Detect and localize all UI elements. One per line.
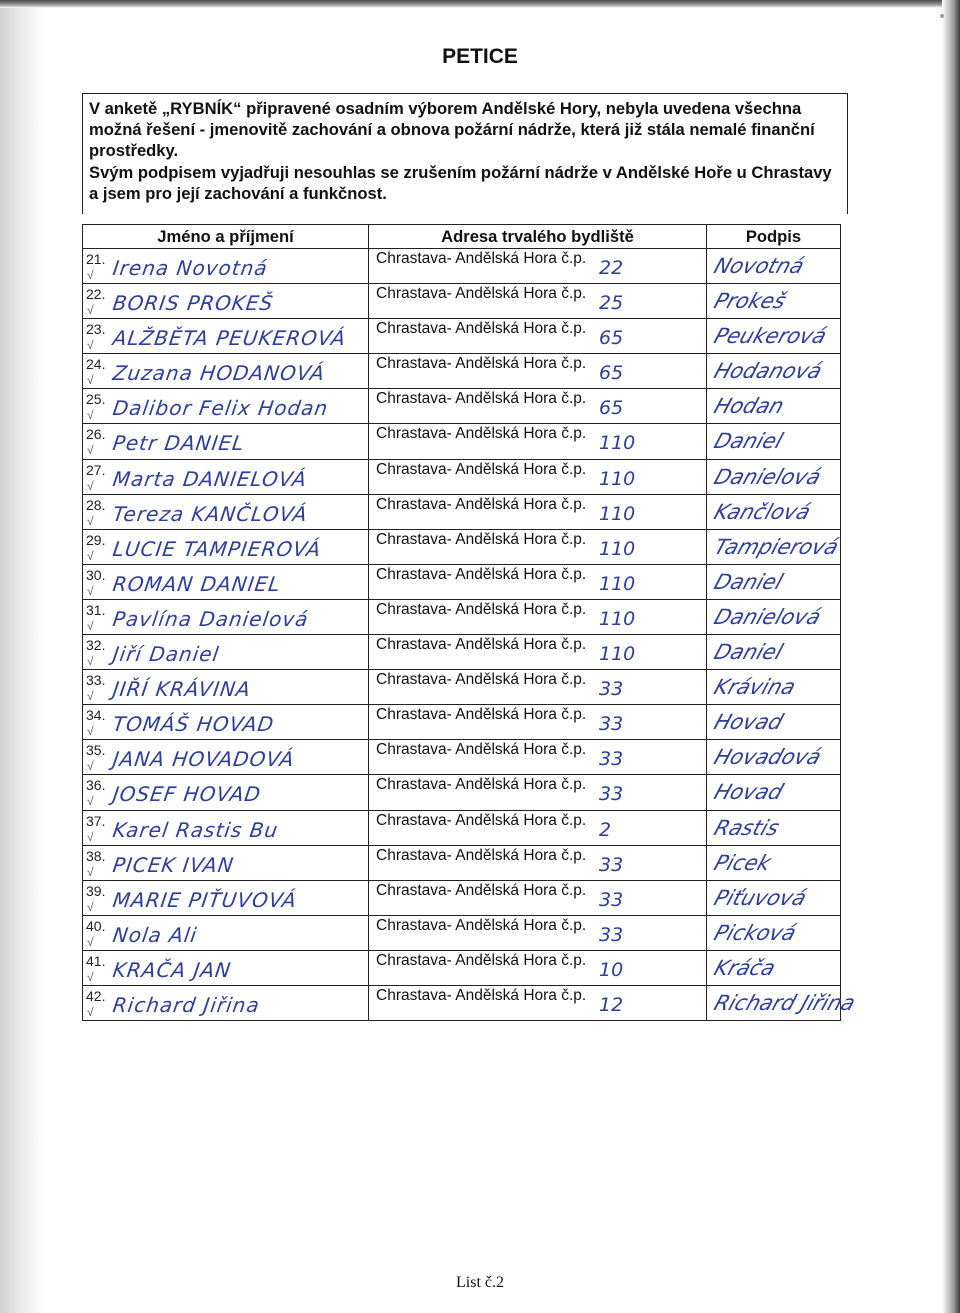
address-cell: [369, 389, 707, 424]
check-mark: √: [87, 899, 94, 914]
address-text: Chrastava- Andělská Hora č.p.: [376, 530, 587, 548]
check-mark: √: [87, 513, 94, 528]
row-number: 41.: [86, 952, 106, 969]
table-row: [83, 354, 841, 389]
house-number: 110: [599, 572, 636, 595]
signature-cell: [707, 564, 841, 599]
name-cell: [83, 775, 369, 810]
row-number: 32.: [86, 637, 106, 654]
check-mark: √: [87, 934, 94, 949]
address-text: Chrastava- Andělská Hora č.p.: [376, 425, 587, 443]
handwritten-name: Petr DANIEL: [111, 431, 247, 456]
address-text: Chrastava- Andělská Hora č.p.: [376, 916, 587, 934]
handwritten-signature: Novotná: [711, 254, 808, 278]
signature-cell: [707, 249, 841, 284]
row-number: 25.: [86, 391, 106, 408]
row-number: 34.: [86, 707, 106, 724]
address-text: Chrastava- Andělská Hora č.p.: [376, 250, 587, 267]
house-number: 22: [599, 257, 624, 279]
handwritten-signature: Prokeš: [711, 289, 790, 314]
table-row: [83, 635, 841, 670]
table-row: [83, 705, 841, 740]
check-mark: √: [87, 969, 94, 984]
name-cell: [83, 459, 369, 494]
check-mark: √: [87, 794, 94, 809]
name-cell: [83, 705, 369, 740]
address-cell: [369, 985, 707, 1020]
signature-rows: [83, 249, 859, 1021]
address-text: Chrastava- Andělská Hora č.p.: [376, 390, 587, 408]
table-row: [83, 950, 841, 985]
address-text: Chrastava- Andělská Hora č.p.: [376, 460, 587, 478]
handwritten-name: ALŽBĚTA PEUKEROVÁ: [111, 326, 348, 351]
address-text: Chrastava- Andělská Hora č.p.: [376, 495, 587, 513]
check-mark: √: [87, 373, 94, 388]
address-cell: [369, 635, 707, 670]
handwritten-signature: Daniel: [711, 640, 786, 665]
address-text: Chrastava- Andělská Hora č.p.: [376, 881, 587, 899]
address-cell: [369, 564, 707, 599]
row-number: 23.: [86, 321, 106, 338]
address-text: Chrastava- Andělská Hora č.p.: [376, 565, 587, 583]
name-cell: [83, 389, 369, 424]
table-row: [83, 670, 841, 705]
house-number: 12: [599, 993, 624, 1016]
row-number: 29.: [86, 531, 106, 548]
handwritten-signature: Rastis: [711, 815, 783, 840]
row-number: 31.: [86, 601, 106, 618]
signature-cell: [707, 950, 841, 985]
page-title: PETICE: [442, 45, 518, 68]
name-cell: [83, 635, 369, 670]
signature-cell: [707, 985, 859, 1020]
address-text: Chrastava- Andělská Hora č.p.: [376, 776, 587, 794]
row-number: 27.: [86, 461, 106, 478]
address-cell: [369, 915, 707, 950]
house-number: 110: [599, 502, 636, 525]
house-number: 33: [599, 678, 624, 701]
signature-cell: [707, 880, 841, 915]
row-number: 35.: [86, 742, 106, 759]
house-number: 65: [599, 362, 624, 385]
address-text: Chrastava- Andělská Hora č.p.: [376, 811, 587, 829]
check-mark: √: [87, 443, 94, 458]
handwritten-signature: Kráča: [711, 955, 779, 980]
address-cell: [369, 249, 707, 284]
handwritten-name: Marta DANIELOVÁ: [111, 466, 309, 491]
check-mark: √: [87, 864, 94, 879]
name-cell: [83, 424, 369, 459]
address-cell: [369, 810, 707, 845]
signature-cell: [707, 705, 841, 740]
handwritten-signature: Tampierová: [711, 534, 842, 559]
house-number: 33: [599, 923, 624, 946]
handwritten-name: Richard Jiřina: [111, 992, 262, 1017]
row-number: 26.: [86, 426, 106, 443]
handwritten-name: JANA HOVADOVÁ: [111, 747, 297, 772]
check-mark: √: [87, 268, 94, 282]
table-row: [83, 810, 841, 845]
handwritten-signature: Hovad: [711, 710, 787, 735]
signature-cell: [707, 354, 841, 389]
house-number: 110: [599, 432, 636, 455]
address-cell: [369, 740, 707, 775]
name-cell: [83, 880, 369, 915]
signature-cell: [707, 740, 841, 775]
check-mark: √: [87, 724, 94, 739]
signature-cell: [707, 599, 841, 634]
handwritten-name: Zuzana HODANOVÁ: [111, 361, 327, 386]
table-row: [83, 915, 841, 950]
check-mark: √: [87, 1004, 94, 1019]
handwritten-signature: Hovadová: [711, 745, 825, 770]
handwritten-signature: Hodanová: [711, 359, 826, 384]
address-cell: [369, 950, 707, 985]
table-row: [83, 319, 841, 354]
check-mark: √: [87, 548, 94, 563]
table-row: [83, 424, 841, 459]
check-mark: √: [87, 689, 94, 704]
handwritten-name: Jiří Daniel: [111, 642, 222, 667]
petition-intro: [82, 93, 848, 214]
house-number: 33: [599, 748, 624, 771]
name-cell: [83, 494, 369, 529]
signature-cell: [707, 459, 841, 494]
address-cell: [369, 880, 707, 915]
handwritten-signature: Krávina: [711, 675, 799, 700]
house-number: 110: [599, 607, 636, 630]
table-row: [83, 775, 841, 810]
address-cell: [369, 424, 707, 459]
name-cell: [83, 810, 369, 845]
table-row: [83, 985, 841, 1020]
address-text: Chrastava- Andělská Hora č.p.: [376, 355, 587, 373]
header-name: Jméno a příjmení: [83, 225, 369, 249]
name-cell: [83, 670, 369, 705]
signature-cell: [707, 915, 841, 950]
address-cell: [369, 529, 707, 564]
address-text: Chrastava- Andělská Hora č.p.: [376, 285, 587, 303]
signature-cell: [707, 775, 841, 810]
name-cell: [83, 740, 369, 775]
handwritten-signature: Danielová: [711, 464, 824, 489]
row-number: 37.: [86, 812, 106, 829]
table-header-row: [83, 225, 841, 249]
address-text: Chrastava- Andělská Hora č.p.: [376, 706, 587, 724]
row-number: 22.: [86, 286, 106, 303]
handwritten-signature: Piťuvová: [711, 885, 810, 910]
table-row: [83, 529, 841, 564]
table-row: [83, 599, 841, 634]
name-cell: [83, 599, 369, 634]
handwritten-name: Dalibor Felix Hodan: [111, 396, 330, 421]
name-cell: [83, 845, 369, 880]
row-number: 28.: [86, 496, 106, 513]
name-cell: [83, 529, 369, 564]
handwritten-signature: Kančlová: [711, 499, 814, 524]
table-row: [83, 389, 841, 424]
row-number: 39.: [86, 882, 106, 899]
house-number: 65: [599, 397, 624, 420]
handwritten-name: JOSEF HOVAD: [111, 782, 263, 807]
handwritten-signature: Richard Jiřina: [711, 990, 859, 1015]
name-cell: [83, 950, 369, 985]
handwritten-signature: Hovad: [711, 780, 787, 805]
handwritten-name: TOMÁŠ HOVAD: [111, 712, 276, 737]
row-number: 24.: [86, 356, 106, 373]
name-cell: [83, 915, 369, 950]
house-number: 110: [599, 643, 636, 666]
row-number: 33.: [86, 672, 106, 689]
address-cell: [369, 670, 707, 705]
row-number: 30.: [86, 566, 106, 583]
check-mark: √: [87, 829, 94, 844]
handwritten-signature: Daniel: [711, 569, 786, 594]
address-cell: [369, 319, 707, 354]
check-mark: √: [87, 618, 94, 633]
address-text: Chrastava- Andělská Hora č.p.: [376, 636, 587, 654]
handwritten-name: ROMAN DANIEL: [111, 571, 283, 596]
handwritten-name: Tereza KANČLOVÁ: [111, 501, 310, 526]
address-cell: [369, 845, 707, 880]
address-cell: [369, 775, 707, 810]
table-row: [83, 564, 841, 599]
row-number: 36.: [86, 777, 106, 794]
house-number: 65: [599, 327, 624, 350]
name-cell: [83, 564, 369, 599]
header-address: Adresa trvalého bydliště: [369, 225, 707, 249]
address-cell: [369, 599, 707, 634]
handwritten-name: Nola Ali: [111, 922, 199, 947]
intro-paragraph-2: Svým podpisem vyjadřuji nesouhlas se zrušením požární nádrže v Andělské Hoře u Chrastavy a jsem pro její zachování a funkčnost.: [89, 162, 832, 203]
signature-cell: [707, 635, 841, 670]
address-text: Chrastava- Andělská Hora č.p.: [376, 600, 587, 618]
signature-cell: [707, 810, 841, 845]
house-number: 25: [599, 292, 624, 315]
address-cell: [369, 705, 707, 740]
address-text: Chrastava- Andělská Hora č.p.: [376, 671, 587, 689]
intro-paragraph-1: V anketě „RYBNÍK“ připravené osadním výborem Andělské Hory, nebyla uvedena všechna možná řešení - jmenovitě zachování a obnova požární nádrže, která již stála nemalé finanční prostředky.: [89, 99, 815, 161]
check-mark: √: [87, 408, 94, 423]
signature-cell: [707, 319, 841, 354]
address-text: Chrastava- Andělská Hora č.p.: [376, 846, 587, 864]
table-row: [83, 880, 841, 915]
signature-cell: [707, 670, 841, 705]
handwritten-name: PICEK IVAN: [111, 852, 236, 877]
signature-cell: [707, 845, 841, 880]
house-number: 110: [599, 467, 636, 490]
house-number: 2: [599, 818, 612, 841]
handwritten-name: Irena Novotná: [111, 256, 270, 280]
table-row: [83, 284, 841, 319]
house-number: 33: [599, 713, 624, 736]
handwritten-name: BORIS PROKEŠ: [111, 291, 276, 316]
row-number: 38.: [86, 847, 106, 864]
address-cell: [369, 284, 707, 319]
check-mark: √: [87, 338, 94, 353]
handwritten-name: Karel Rastis Bu: [111, 817, 280, 842]
address-text: Chrastava- Andělská Hora č.p.: [376, 741, 587, 759]
check-mark: √: [87, 654, 94, 669]
name-cell: [83, 249, 369, 284]
table-row: [83, 249, 841, 284]
page-footer: List č.2: [456, 1274, 504, 1291]
address-text: Chrastava- Andělská Hora č.p.: [376, 951, 587, 969]
handwritten-name: JIŘÍ KRÁVINA: [111, 677, 253, 702]
name-cell: [83, 354, 369, 389]
row-number: 40.: [86, 917, 106, 934]
house-number: 33: [599, 888, 624, 911]
handwritten-signature: Picek: [711, 850, 775, 875]
handwritten-name: LUCIE TAMPIEROVÁ: [111, 536, 323, 561]
signature-cell: [707, 529, 841, 564]
address-text: Chrastava- Andělská Hora č.p.: [376, 986, 587, 1004]
signature-cell: [707, 389, 841, 424]
handwritten-signature: Picková: [711, 920, 800, 945]
check-mark: √: [87, 759, 94, 774]
address-cell: [369, 459, 707, 494]
handwritten-signature: Peukerová: [711, 324, 830, 349]
table-row: [83, 494, 841, 529]
house-number: 33: [599, 783, 624, 806]
header-signature: Podpis: [707, 225, 841, 249]
handwritten-signature: Danielová: [711, 604, 824, 629]
signature-cell: [707, 424, 841, 459]
signature-table: [82, 224, 859, 1021]
name-cell: [83, 319, 369, 354]
handwritten-signature: Hodan: [711, 394, 788, 419]
check-mark: √: [87, 478, 94, 493]
row-number: 42.: [86, 987, 106, 1004]
house-number: 33: [599, 853, 624, 876]
table-row: [83, 459, 841, 494]
check-mark: √: [87, 583, 94, 598]
name-cell: [83, 284, 369, 319]
name-cell: [83, 985, 369, 1020]
address-text: Chrastava- Andělská Hora č.p.: [376, 320, 587, 338]
handwritten-name: KRAČA JAN: [111, 957, 233, 982]
row-number: 21.: [86, 251, 106, 267]
house-number: 110: [599, 537, 636, 560]
handwritten-name: Pavlína Danielová: [111, 606, 311, 631]
table-row: [83, 740, 841, 775]
address-cell: [369, 354, 707, 389]
handwritten-name: MARIE PIŤUVOVÁ: [111, 887, 299, 912]
signature-cell: [707, 284, 841, 319]
handwritten-signature: Daniel: [711, 429, 786, 454]
address-cell: [369, 494, 707, 529]
table-row: [83, 845, 841, 880]
signature-cell: [707, 494, 841, 529]
check-mark: √: [87, 303, 94, 318]
house-number: 10: [599, 958, 624, 981]
